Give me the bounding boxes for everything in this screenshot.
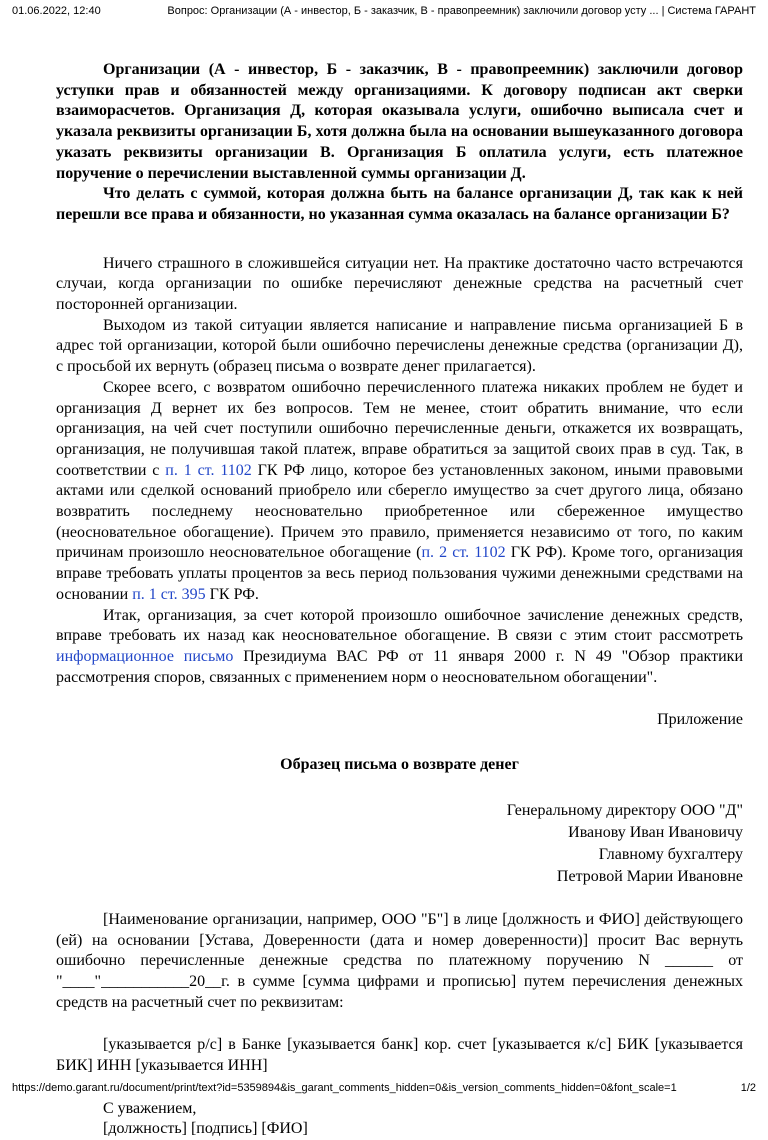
- addressee-line: Главному бухгалтеру: [598, 845, 743, 863]
- sample-closing: С уважением,: [103, 1099, 197, 1117]
- answer-p3-text-d: ГК РФ.: [205, 585, 259, 603]
- answer-paragraph-1: Ничего страшного в сложившейся ситуации нет. На практике достаточно часто встречаются случаи, когда организации по ошибке перечисляют денежные средства на расчетный счет посторонней организации.: [56, 254, 743, 314]
- law-link-395-p1[interactable]: п. 1 ст. 395: [132, 585, 206, 603]
- law-link-1102-p2[interactable]: п. 2 ст. 1102: [421, 544, 506, 562]
- question-paragraph-1: Организации (А - инвестор, Б - заказчик, В - правопреемник) заключили договор уступки прав и обязанностей между организациями. К договору подписан акт сверки взаиморасчетов. Организация Д, которая оказывала услуги, ошибочно выписала счет и указала реквизиты организации Б, хотя должна была на основании вышеуказанного договора указать реквизиты организации В. Организация Б оплатила услуги, есть платежное поручение о перечислении выставленной суммы организации Д.: [56, 61, 743, 182]
- appendix-label: Приложение: [657, 711, 743, 729]
- question-block: [56, 60, 743, 226]
- sample-requisites: [указывается р/с] в Банке [указывается банк] кор. счет [указывается к/с] БИК [указывается БИК] ИНН [указывается ИНН]: [56, 1036, 743, 1075]
- print-page-title: Вопрос: Организации (А - инвестор, Б - заказчик, В - правопреемник) заключили договор усту ... | Система ГАРАНТ: [167, 5, 756, 17]
- info-letter-link[interactable]: информационное письмо: [56, 647, 234, 665]
- answer-block: [56, 254, 743, 689]
- print-page-number: 1/2: [740, 1082, 756, 1094]
- answer-p3-text-a: Скорее всего, с возвратом ошибочно перечисленного платежа никаких проблем не будет и организация Д вернет их без вопросов. Тем не менее, стоит обратить внимание, что если организация, на чей счет поступили ошибочно перечисленные деньги, откажется их возвращать, организация, не получившая такой платеж, вправе обратиться за защитой своих прав в суд. Так, в соответствии с: [56, 378, 743, 479]
- print-header: [12, 5, 756, 21]
- document-body: [56, 60, 743, 1140]
- answer-paragraph-2: Выходом из такой ситуации является написание и направление письма организацией Б в адрес той организации, которой были ошибочно перечислены денежные средства (организации Д), с просьбой их вернуть (образец письма о возврате денег прилагается).: [56, 316, 743, 376]
- answer-paragraph-4: [56, 606, 743, 689]
- print-footer: [12, 1082, 756, 1098]
- answer-p3-text-c: ГК РФ). Кроме того, организация вправе требовать уплаты процентов за весь период пользования чужими денежными средствами на основании: [56, 544, 744, 603]
- print-datetime: 01.06.2022, 12:40: [12, 5, 101, 17]
- answer-p4-text-a: Итак, организация, за счет которой произошло ошибочное зачисление денежных средств, вправе требовать их назад как неосновательное обогащение. В связи с этим стоит рассмотреть: [56, 606, 743, 645]
- question-paragraph-2: Что делать с суммой, которая должна быть на балансе организации Д, так как к ней перешли все права и обязанности, но указанная сумма оказалась на балансе организации Б?: [56, 185, 743, 223]
- answer-p4-text-b: Президиума ВАС РФ от 11 января 2000 г. N 49 "Обзор практики рассмотрения споров, связанных с применением норм о неосновательном обогащении".: [56, 647, 744, 686]
- addressee-line: Генеральному директору ООО "Д": [506, 801, 743, 819]
- addressee-line: Иванову Иван Ивановичу: [568, 823, 743, 841]
- sample-title: Образец письма о возврате денег: [280, 756, 519, 774]
- answer-paragraph-3: [56, 378, 743, 606]
- sample-signature: [должность] [подпись] [ФИО]: [103, 1120, 308, 1138]
- law-link-1102-p1[interactable]: п. 1 ст. 1102: [165, 461, 252, 479]
- addressee-block: [56, 800, 743, 888]
- answer-p3-text-b: ГК РФ лицо, которое без установленных законом, иными правовыми актами или сделкой оснований приобрело или сберегло имущество за счет другого лица, обязано возвратить последнему неосновательно приобретенное или сбереженное имущество (неосновательное обогащение). Причем это правило, применяется независимо от того, по каким причинам произошло неосновательное обогащение (: [56, 461, 744, 562]
- sample-body: [Наименование организации, например, ООО "Б"] в лице [должность и ФИО] действующего (ей) на основании [Устава, Доверенности (дата и номер доверенности)] просит Вас вернуть ошибочно перечисленные денежные средства по платежному поручению N ______ от "____"___________20__г. в сумме [сумма цифрами и прописью] путем перечисления денежных средств на расчетный счет по реквизитам:: [56, 910, 743, 1011]
- addressee-line: Петровой Марии Ивановне: [556, 867, 743, 885]
- print-url: https://demo.garant.ru/document/print/text?id=5359894&is_garant_comments_hidden=0&is_version_comments_hidden=0&font_scale=1: [12, 1082, 677, 1094]
